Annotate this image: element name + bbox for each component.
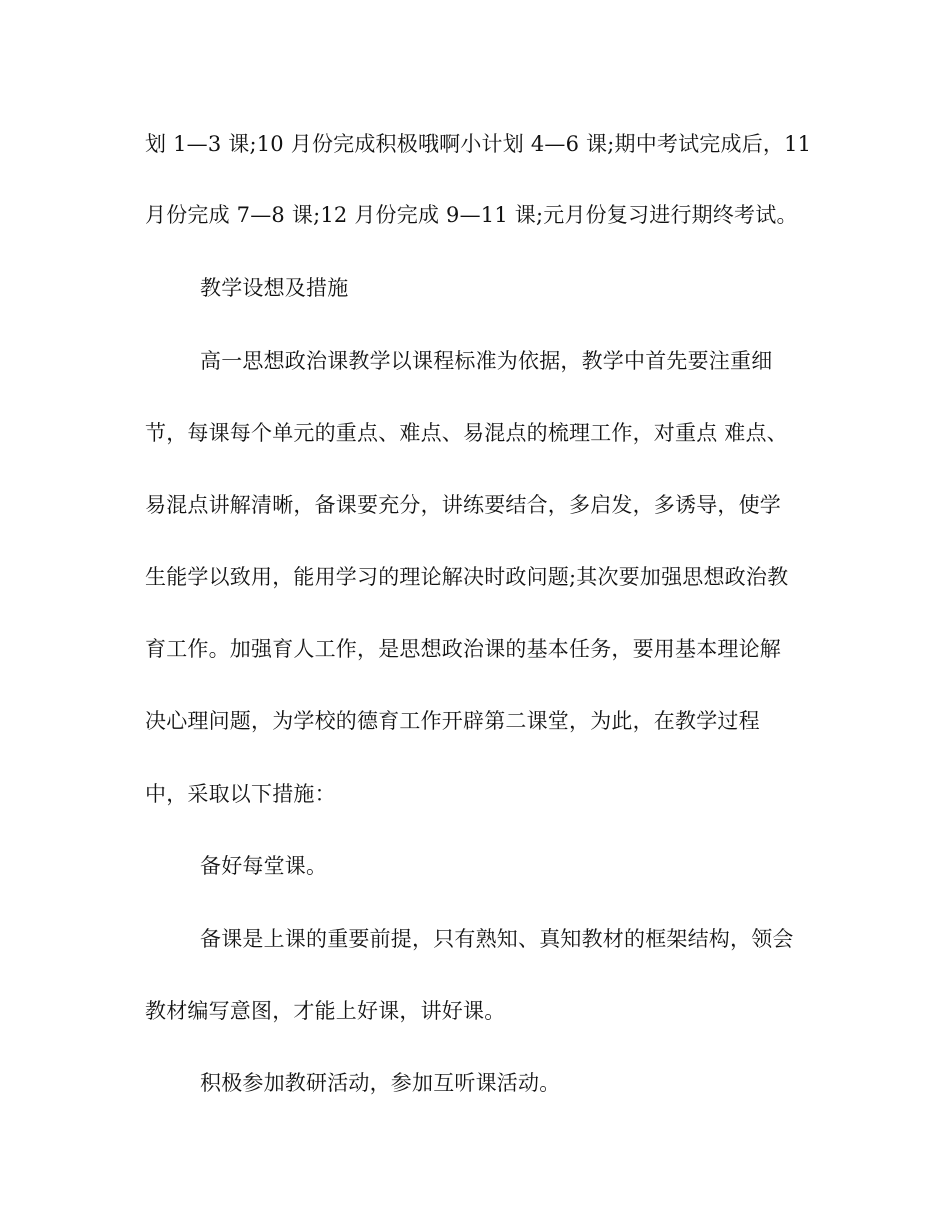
subheading-line: 积极参加教研活动，参加互听课活动。 (200, 1071, 561, 1095)
body-text-line: 划 1—3 课;10 月份完成积极哦啊小计划 4—6 课;期中考试完成后，11 (145, 132, 812, 156)
body-text-line: 易混点讲解清晰，备课要充分，讲练要结合，多启发，多诱导，使学 (145, 493, 781, 517)
body-text-line: 月份完成 7—8 课;12 月份完成 9—11 课;元月份复习进行期终考试。 (145, 203, 798, 227)
body-text-line: 决心理问题，为学校的德育工作开辟第二课堂，为此，在教学过程 (145, 709, 760, 733)
body-text-line: 中，采取以下措施： (145, 782, 336, 806)
subheading-line: 备好每堂课。 (200, 854, 328, 878)
body-text-line: 生能学以致用，能用学习的理论解决时政问题;其次要加强思想政治教 (145, 565, 789, 589)
body-text-line: 教材编写意图，才能上好课，讲好课。 (145, 999, 506, 1023)
body-text-line: 育工作。加强育人工作，是思想政治课的基本任务，要用基本理论解 (145, 637, 781, 661)
paragraph-start-line: 备课是上课的重要前提，只有熟知、真知教材的框架结构，领会 (200, 927, 794, 951)
section-heading: 教学设想及措施 (200, 276, 349, 300)
body-text-line: 节，每课每个单元的重点、难点、易混点的梳理工作，对重点 难点、 (145, 421, 788, 445)
paragraph-start-line: 高一思想政治课教学以课程标准为依据，教学中首先要注重细 (200, 349, 773, 373)
